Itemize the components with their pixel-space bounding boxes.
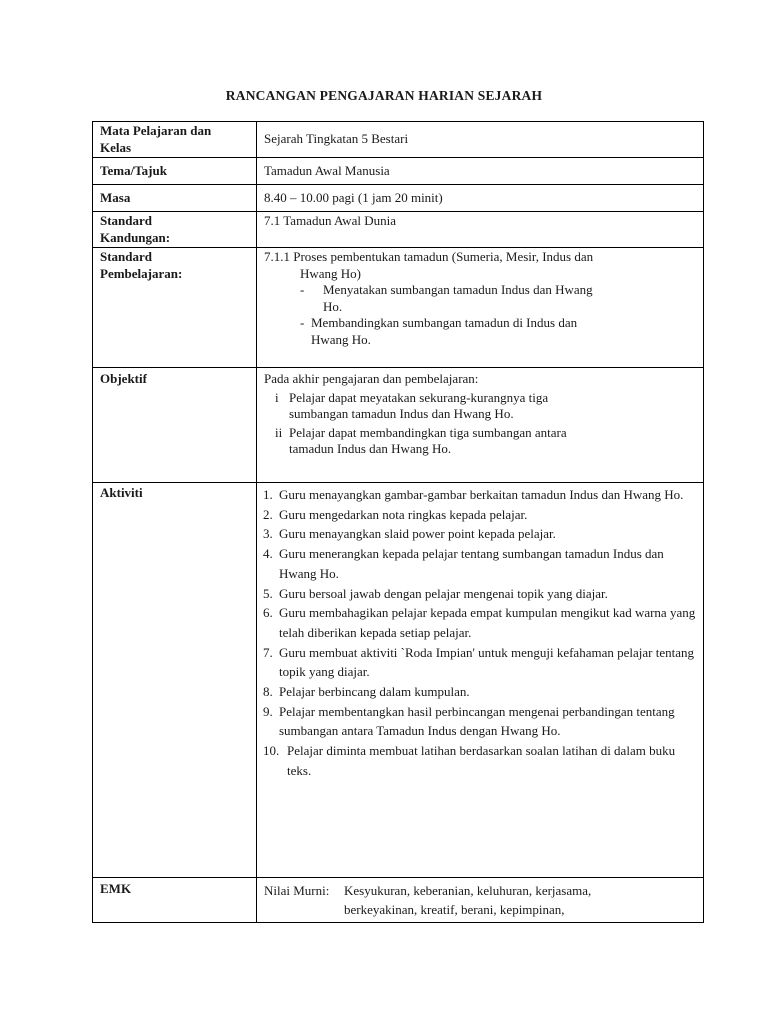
activity-item	[263, 682, 697, 702]
activity-number: 5.	[263, 585, 273, 601]
emk-line	[264, 881, 697, 900]
activity-number: 1.	[263, 487, 273, 502]
activity-item	[263, 643, 697, 682]
label-line: Tema/Tajuk	[100, 162, 167, 178]
label-line: Mata Pelajaran dan	[100, 123, 212, 138]
activity-item	[263, 603, 697, 642]
label-line: Pembelajaran:	[100, 265, 183, 281]
row-standard-kandungan	[93, 212, 704, 248]
activity-text: Guru membuat aktiviti `Roda Impian' untuk menguji kefahaman pelajar tentang topik yang diajar.	[279, 644, 694, 680]
activity-item	[263, 505, 697, 525]
label-cell	[93, 158, 257, 185]
emk-line	[264, 900, 697, 919]
label-line: Standard	[100, 213, 153, 228]
label-line: EMK	[100, 881, 132, 896]
activity-text: Pelajar berbincang dalam kumpulan.	[279, 684, 470, 700]
label-cell	[93, 212, 257, 248]
bullet-continuation: Ho.	[323, 298, 343, 314]
subject-value: Sejarah Tingkatan 5 Bestari	[264, 131, 409, 147]
label-cell	[93, 368, 257, 483]
objective-mark: i	[275, 389, 279, 405]
lesson-plan-table	[92, 121, 704, 923]
row-objektif	[93, 368, 704, 483]
activity-item	[263, 702, 697, 741]
time-value: 8.40 – 10.00 pagi (1 jam 20 minit)	[264, 189, 443, 205]
label-line: Kandungan:	[100, 229, 171, 245]
theme-value: Tamadun Awal Manusia	[264, 162, 390, 178]
value-cell	[257, 212, 704, 248]
activity-number: 7.	[263, 644, 273, 660]
value-cell	[257, 158, 704, 185]
label-line: Objektif	[100, 371, 147, 386]
objective-text: sumbangan tamadun Indus dan Hwang Ho.	[289, 406, 514, 421]
label-cell	[93, 248, 257, 368]
bullet-mark: -	[300, 315, 305, 330]
activity-text: Guru menayangkan slaid power point kepada pelajar.	[279, 526, 556, 542]
label-line: Kelas	[100, 139, 132, 155]
label-cell	[93, 185, 257, 212]
row-emk	[93, 878, 704, 923]
row-standard-pembelajaran	[93, 248, 704, 368]
label-line: Aktiviti	[100, 485, 143, 500]
label-line: Masa	[100, 189, 131, 205]
value-cell	[257, 878, 704, 923]
learning-standard-line: 7.1.1 Proses pembentukan tamadun (Sumeria, Mesir, Indus dan	[264, 249, 594, 264]
bullet-continuation: Hwang Ho.	[311, 331, 371, 347]
activity-text: Guru menerangkan kepada pelajar tentang sumbangan tamadun Indus dan Hwang Ho.	[279, 546, 664, 581]
objective-item	[264, 425, 697, 458]
activity-text: Pelajar membentangkan hasil perbincangan mengenai perbandingan tentang sumbangan antara Tamadun Indus dengan Hwang Ho.	[279, 703, 675, 739]
activity-text: Guru membahagikan pelajar kepada empat kumpulan mengikut kad warna yang telah diberikan kepada setiap pelajar.	[279, 605, 696, 640]
label-cell	[93, 122, 257, 158]
activity-item	[263, 584, 697, 604]
bullet-text: Membandingkan sumbangan tamadun di Indus dan	[311, 315, 578, 330]
activity-text: Pelajar diminta membuat latihan berdasarkan soalan latihan di dalam buku teks.	[287, 743, 676, 778]
bullet-mark: -	[300, 282, 305, 297]
row-tema	[93, 158, 704, 185]
learning-standard-line: Hwang Ho)	[300, 265, 362, 281]
label-cell	[93, 483, 257, 878]
content-standard-value: 7.1 Tamadun Awal Dunia	[264, 213, 396, 228]
objective-intro: Pada akhir pengajaran dan pembelajaran:	[264, 371, 479, 386]
activity-number: 8.	[263, 684, 273, 700]
emk-text: berkeyakinan, kreatif, berani, kepimpinan,	[344, 902, 565, 917]
row-masa	[93, 185, 704, 212]
learning-bullet	[264, 315, 697, 332]
label-cell	[93, 878, 257, 923]
activity-number: 10.	[263, 743, 280, 759]
activity-number: 3.	[263, 526, 273, 542]
activity-item	[263, 741, 697, 780]
activity-number: 2.	[263, 506, 273, 522]
objective-mark: ii	[275, 424, 283, 440]
activity-number: 9.	[263, 703, 273, 719]
document-title: RANCANGAN PENGAJARAN HARIAN SEJARAH	[225, 88, 543, 103]
activity-item	[263, 485, 697, 505]
activity-text: Guru menayangkan gambar-gambar berkaitan tamadun Indus dan Hwang Ho.	[279, 487, 684, 502]
row-mata-pelajaran	[93, 122, 704, 158]
activity-item	[263, 524, 697, 544]
value-cell	[257, 368, 704, 483]
objective-text: Pelajar dapat membandingkan tiga sumbangan antara	[289, 424, 567, 440]
activity-text: Guru mengedarkan nota ringkas kepada pelajar.	[279, 506, 528, 522]
activity-item	[263, 544, 697, 583]
label-line: Standard	[100, 249, 153, 264]
activity-number: 4.	[263, 546, 273, 562]
value-cell	[257, 248, 704, 368]
objective-item	[264, 390, 697, 423]
bullet-text: Menyatakan sumbangan tamadun Indus dan Hwang	[323, 282, 593, 297]
objective-text: Pelajar dapat meyatakan sekurang-kurangnya tiga	[289, 389, 549, 405]
activity-number: 6.	[263, 605, 273, 621]
row-aktiviti	[93, 483, 704, 878]
value-cell	[257, 122, 704, 158]
learning-bullet	[264, 282, 697, 299]
objective-text: tamadun Indus dan Hwang Ho.	[289, 441, 452, 456]
value-cell	[257, 185, 704, 212]
emk-text: Kesyukuran, keberanian, keluhuran, kerjasama,	[344, 883, 592, 898]
emk-spacer	[264, 900, 344, 919]
emk-prefix: Nilai Murni:	[264, 883, 330, 898]
value-cell	[257, 483, 704, 878]
activity-text: Guru bersoal jawab dengan pelajar mengenai topik yang diajar.	[279, 585, 608, 601]
